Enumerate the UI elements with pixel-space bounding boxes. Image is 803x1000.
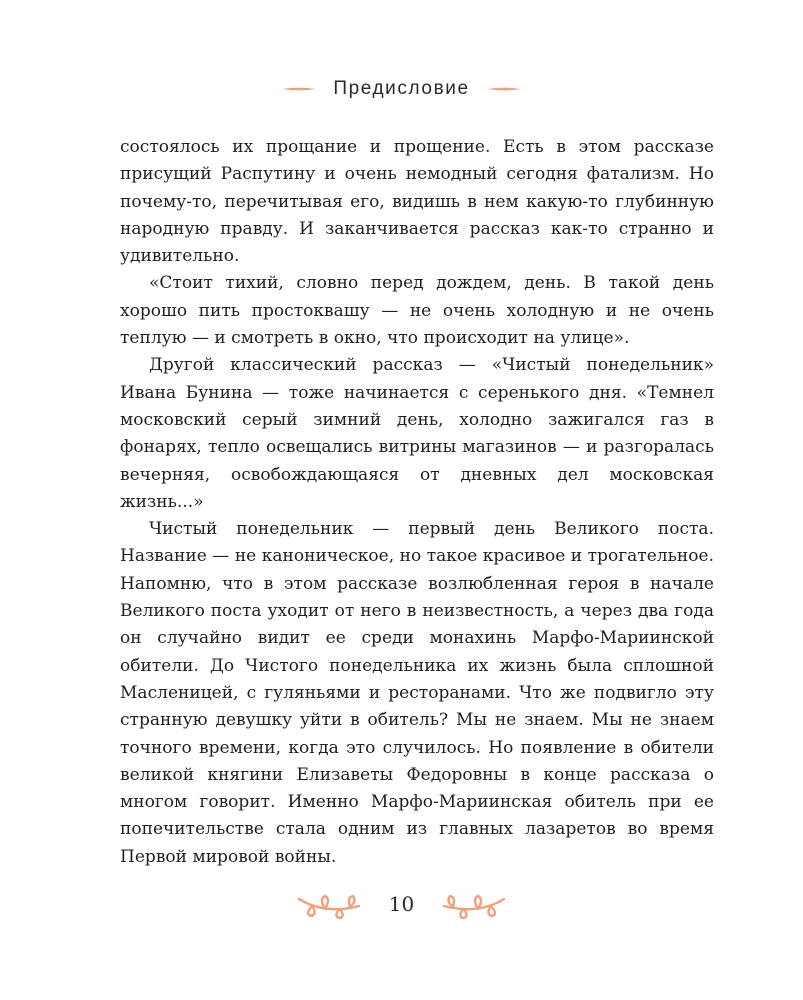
paragraph: Чистый понедельник — первый день Великого поста. Название — не каноническое, но такое красивое и трогательное. Напомню, что в этом рассказе возлюбленная героя в начале Великого поста уходит от него в неизвестность, а через два года он случайно видит ее среди монахинь Марфо-Мариинской обители. До Чистого понедельника их жизнь была сплошной Масленицей, с гуляньями и ресторанами. Что же подвигло эту странную девушку уйти в обитель? Мы не знаем. Мы не знаем точного времени, когда это случилось. Но появление в обители великой княгини Елизаветы Федоровны в конце рассказа о многом говорит. Именно Марфо-Мариинская обитель при ее попечительстве стала одним из главных лазаретов во время Первой мировой войны. [120,519,714,867]
leaf-sprig-icon [295,889,363,919]
paragraph: состоялось их прощание и прощение. Есть в этом рассказе присущий Распутину и очень немодный сегодня фатализм. Но почему-то, перечитывая его, видишь в нем какую-то глубинную народную правду. И заканчивается рассказ как-то странно и удивительно. [120,137,714,267]
leaf-sprig-icon [440,889,508,919]
page-number: 10 [388,892,415,916]
section-title: Предисловие [333,78,470,99]
paragraph: «Стоит тихий, словно перед дождем, день. В такой день хорошо пить простоквашу — не очень холодную и не очень теплую — и смотреть в окно, что происходит на улице». [120,273,714,349]
body-text [120,134,714,871]
dash-ornament-icon [486,86,522,92]
dash-ornament-icon [281,86,317,92]
running-header [0,76,803,102]
page-footer [0,886,803,922]
paragraph: Другой классический рассказ — «Чистый понедельник» Ивана Бунина — тоже начинается с серенького дня. «Темнел московский серый зимний день, холодно зажигался газ в фонарях, тепло освещались витрины магазинов — и разгоралась вечерняя, освобождающаяся от дневных дел московская жизнь...» [120,355,714,512]
